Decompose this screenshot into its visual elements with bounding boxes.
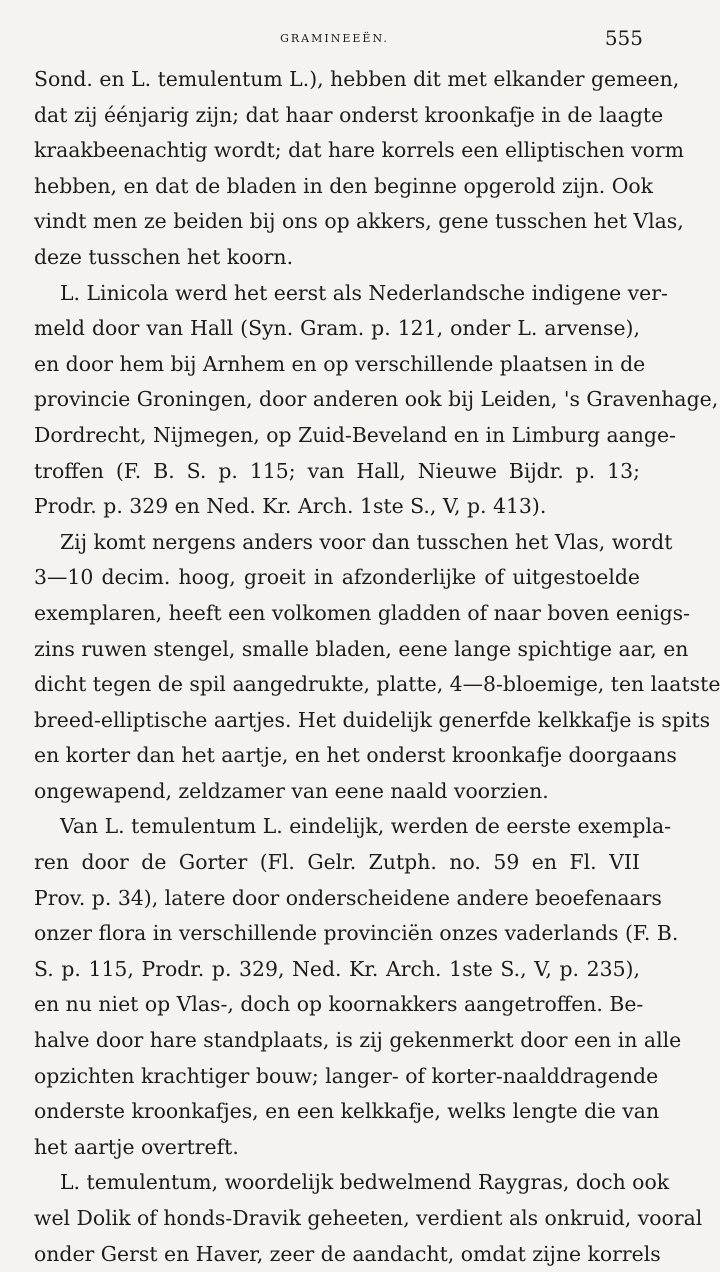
text-line: ren door de Gorter (Fl. Gelr. Zutph. no. 59 en Fl. VII bbox=[34, 850, 640, 875]
text-line: en korter dan het aartje, en het onderst kroonkafje doorgaans bbox=[34, 743, 677, 768]
text-line: deze tusschen het koorn. bbox=[34, 244, 294, 269]
text-line: onder Gerst en Haver, zeer de aandacht, omdat zijne korrels bbox=[34, 1241, 661, 1266]
text-line: L. Linicola werd het eerst als Nederlandsche indigene ver- bbox=[60, 280, 668, 305]
running-title: GRAMINEEËN. bbox=[280, 32, 389, 45]
text-line: Zij komt nergens anders voor dan tusschen het Vlas, wordt bbox=[60, 529, 673, 554]
text-line: L. temulentum, woordelijk bedwelmend Raygras, doch ook bbox=[60, 1170, 670, 1195]
text-line: ongewapend, zeldzamer van eene naald voorzien. bbox=[34, 778, 549, 803]
text-line: het aartje overtreft. bbox=[34, 1134, 239, 1159]
text-line: wel Dolik of honds-Dravik geheeten, verdient als onkruid, vooral bbox=[34, 1206, 703, 1230]
text-line: halve door hare standplaats, is zij gekenmerkt door een in alle bbox=[34, 1028, 682, 1053]
text-line: S. p. 115, Prodr. p. 329, Ned. Kr. Arch. 1ste S., V, p. 235), bbox=[34, 956, 640, 981]
text-line: breed-elliptische aartjes. Het duidelijk generfde kelkkafje is spits bbox=[34, 707, 711, 732]
text-line: en door hem bij Arnhem en op verschillende plaatsen in de bbox=[34, 351, 646, 376]
text-line: Van L. temulentum L. eindelijk, werden de eerste exempla- bbox=[60, 814, 672, 839]
text-line: dat zij éénjarig zijn; dat haar onderst kroonkafje in de laagte bbox=[34, 102, 664, 127]
text-line: opzichten krachtiger bouw; langer- of korter-naalddragende bbox=[34, 1063, 659, 1088]
text-line: zins ruwen stengel, smalle bladen, eene lange spichtige aar, en bbox=[34, 636, 689, 661]
body-text bbox=[34, 62, 720, 1272]
text-line: provincie Groningen, door anderen ook bij Leiden, 's Gravenhage, bbox=[34, 387, 719, 412]
text-line: Prodr. p. 329 en Ned. Kr. Arch. 1ste S., V, p. 413). bbox=[34, 494, 547, 519]
text-line: dicht tegen de spil aangedrukte, platte, 4—8-bloemige, ten laatste bbox=[34, 672, 720, 697]
text-line: hebben, en dat de bladen in den beginne opgerold zijn. Ook bbox=[34, 173, 654, 198]
page-header bbox=[0, 26, 669, 56]
text-line: troffen (F. B. S. p. 115; van Hall, Nieuwe Bijdr. p. 13; bbox=[34, 458, 640, 483]
text-line: onderste kroonkafjes, en een kelkkafje, welks lengte die van bbox=[34, 1099, 660, 1124]
text-line: kraakbeenachtig wordt; dat hare korrels een elliptischen vorm bbox=[34, 138, 684, 163]
text-line: en nu niet op Vlas-, doch op koornakkers aangetroffen. Be- bbox=[34, 992, 644, 1017]
text-line: meld door van Hall (Syn. Gram. p. 121, onder L. arvense), bbox=[34, 316, 640, 341]
text-line: 3—10 decim. hoog, groeit in afzonderlijke of uitgestoelde bbox=[34, 565, 640, 590]
text-line: Prov. p. 34), latere door onderscheidene andere beoefenaars bbox=[34, 885, 662, 910]
text-line: vindt men ze beiden bij ons op akkers, gene tusschen het Vlas, bbox=[34, 209, 684, 234]
text-line: Dordrecht, Nijmegen, op Zuid-Beveland en in Limburg aange- bbox=[34, 422, 676, 447]
text-line: exemplaren, heeft een volkomen gladden of naar boven eenigs- bbox=[34, 600, 691, 625]
text-line: onzer flora in verschillende provinciën onzes vaderlands (F. B. bbox=[34, 921, 679, 946]
page-number: 555 bbox=[604, 26, 643, 50]
text-line: Sond. en L. temulentum L.), hebben dit met elkander gemeen, bbox=[34, 67, 680, 91]
